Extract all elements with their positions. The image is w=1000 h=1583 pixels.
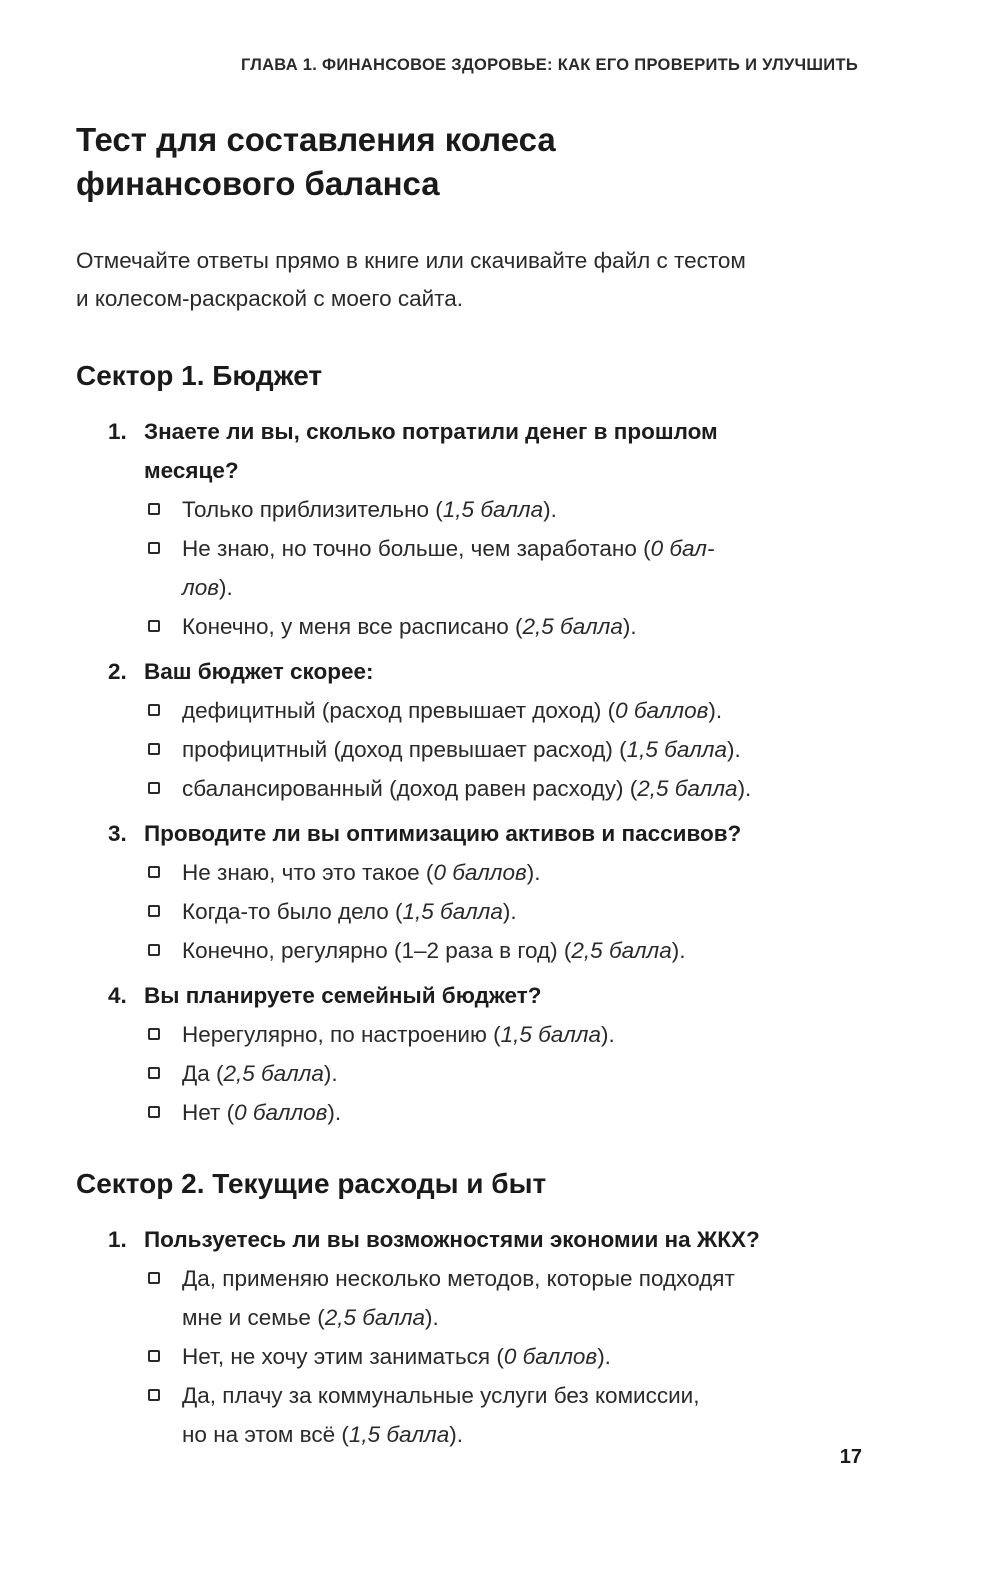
answer-points: 0 баллов bbox=[503, 1344, 598, 1369]
page-title bbox=[76, 118, 866, 206]
answer-option[interactable] bbox=[148, 892, 866, 931]
running-header: ГЛАВА 1. ФИНАНСОВОЕ ЗДОРОВЬЕ: КАК ЕГО ПРОВЕРИТЬ И УЛУЧШИТЬ bbox=[240, 56, 858, 74]
answer-text-part: ). bbox=[449, 1422, 463, 1447]
answer-text bbox=[182, 691, 862, 730]
answer-points: 1,5 балла bbox=[442, 497, 544, 522]
answer-points: 1,5 балла bbox=[348, 1422, 450, 1447]
answer-text-part: ). bbox=[502, 899, 517, 924]
checkbox-icon[interactable] bbox=[148, 1067, 160, 1079]
answer-option[interactable] bbox=[148, 1259, 866, 1337]
checkbox-icon[interactable] bbox=[148, 704, 160, 716]
answer-text-part: ). bbox=[671, 938, 686, 963]
sector-title: Сектор 2. Текущие расходы и быт bbox=[76, 1168, 547, 1199]
answer-options bbox=[76, 691, 866, 808]
answer-options bbox=[76, 490, 866, 646]
question-line bbox=[76, 814, 866, 853]
checkbox-icon[interactable] bbox=[148, 1028, 160, 1040]
page-number: 17 bbox=[839, 1446, 862, 1468]
answer-text bbox=[182, 1376, 862, 1454]
answer-option[interactable] bbox=[148, 529, 866, 607]
sector-2 bbox=[76, 1166, 866, 1454]
answer-points: 0 баллов bbox=[234, 1100, 328, 1125]
question-line bbox=[76, 976, 866, 1015]
question-number: 2. bbox=[108, 659, 127, 684]
answer-text-part: Только приблизительно ( bbox=[182, 497, 443, 522]
answer-points: 2,5 балла bbox=[223, 1061, 324, 1086]
answer-text-part: Не знаю, что это такое ( bbox=[182, 860, 434, 885]
question-line bbox=[76, 412, 866, 490]
answer-option[interactable] bbox=[148, 1093, 866, 1132]
question-number: 4. bbox=[108, 983, 127, 1008]
answer-text-part: Не знаю, но точно больше, чем заработано ( bbox=[182, 536, 651, 561]
answer-text bbox=[182, 607, 862, 646]
question-number: 1. bbox=[108, 1227, 127, 1252]
answer-text-part: но на этом всё ( bbox=[182, 1422, 349, 1447]
question-number: 3. bbox=[108, 821, 127, 846]
intro-paragraph bbox=[76, 242, 866, 318]
answer-option[interactable] bbox=[148, 1376, 866, 1454]
answer-text-part: ). bbox=[726, 737, 741, 762]
answer-option[interactable] bbox=[148, 490, 866, 529]
answer-options bbox=[76, 1259, 866, 1454]
answer-text bbox=[182, 1337, 862, 1376]
question-text-line: Проводите ли вы оптимизацию активов и пассивов? bbox=[144, 821, 742, 846]
answer-text-part: ). bbox=[622, 614, 637, 639]
checkbox-icon[interactable] bbox=[148, 620, 160, 632]
answer-option[interactable] bbox=[148, 1054, 866, 1093]
answer-option[interactable] bbox=[148, 769, 866, 808]
checkbox-icon[interactable] bbox=[148, 542, 160, 554]
answer-points: 0 бал- bbox=[650, 536, 715, 561]
answer-text bbox=[182, 1054, 862, 1093]
answer-text-part: ). bbox=[708, 698, 723, 723]
sectors bbox=[76, 358, 866, 1454]
answer-option[interactable] bbox=[148, 1015, 866, 1054]
answer-points: 0 баллов bbox=[433, 860, 527, 885]
answer-text-part: Да, применяю несколько методов, которые подходят bbox=[182, 1266, 735, 1291]
question-item bbox=[76, 814, 866, 970]
answer-option[interactable] bbox=[148, 853, 866, 892]
checkbox-icon[interactable] bbox=[148, 503, 160, 515]
question-text-line: Знаете ли вы, сколько потратили денег в прошлом bbox=[144, 419, 718, 444]
checkbox-icon[interactable] bbox=[148, 1272, 160, 1284]
checkbox-icon[interactable] bbox=[148, 866, 160, 878]
answer-text-part: ). bbox=[526, 860, 541, 885]
checkbox-icon[interactable] bbox=[148, 1350, 160, 1362]
title-line-2: финансового баланса bbox=[76, 165, 440, 202]
answer-text-part: Когда-то было дело ( bbox=[182, 899, 403, 924]
answer-text-part: Да, плачу за коммунальные услуги без комиссии, bbox=[182, 1383, 700, 1408]
intro-line-2: и колесом-раскраской с моего сайта. bbox=[76, 286, 464, 311]
answer-text-part: ). bbox=[327, 1100, 342, 1125]
question-text bbox=[144, 814, 864, 853]
checkbox-icon[interactable] bbox=[148, 743, 160, 755]
answer-text bbox=[182, 529, 862, 607]
question-text bbox=[144, 412, 864, 490]
checkbox-icon[interactable] bbox=[148, 905, 160, 917]
answer-text-part: мне и семье ( bbox=[182, 1305, 325, 1330]
answer-option[interactable] bbox=[148, 607, 866, 646]
answer-text-part: Да ( bbox=[182, 1061, 224, 1086]
question-line bbox=[76, 1220, 866, 1259]
checkbox-icon[interactable] bbox=[148, 944, 160, 956]
answer-text-part: ). bbox=[218, 575, 233, 600]
answer-points: лов bbox=[182, 575, 219, 600]
answer-text bbox=[182, 1259, 862, 1337]
answer-text-part: дефицитный (расход превышает доход) ( bbox=[182, 698, 616, 723]
answer-text-part: сбалансированный (доход равен расходу) ( bbox=[182, 776, 638, 801]
answer-options bbox=[76, 853, 866, 970]
answer-points: 1,5 балла bbox=[500, 1022, 601, 1047]
answer-text bbox=[182, 931, 862, 970]
question-text-line: Вы планируете семейный бюджет? bbox=[144, 983, 542, 1008]
answer-text bbox=[182, 892, 862, 931]
question-item bbox=[76, 1220, 866, 1454]
answer-text-part: Нерегулярно, по настроению ( bbox=[182, 1022, 501, 1047]
question-text bbox=[144, 652, 864, 691]
answer-text-part: ). bbox=[600, 1022, 615, 1047]
answer-option[interactable] bbox=[148, 1337, 866, 1376]
question-list bbox=[76, 1220, 866, 1454]
question-item bbox=[76, 976, 866, 1132]
answer-option[interactable] bbox=[148, 691, 866, 730]
question-number: 1. bbox=[108, 419, 127, 444]
answer-text-part: ). bbox=[425, 1305, 439, 1330]
answer-text-part: Конечно, регулярно (1–2 раза в год) ( bbox=[182, 938, 572, 963]
title-line-1: Тест для составления колеса bbox=[76, 121, 556, 158]
answer-option[interactable] bbox=[148, 931, 866, 970]
question-text bbox=[144, 1220, 864, 1259]
question-line bbox=[76, 652, 866, 691]
answer-text-part: ). bbox=[597, 1344, 611, 1369]
question-item bbox=[76, 412, 866, 646]
answer-text-part: Нет ( bbox=[182, 1100, 235, 1125]
question-item bbox=[76, 652, 866, 808]
sector-title: Сектор 1. Бюджет bbox=[76, 360, 323, 391]
answer-points: 1,5 балла bbox=[402, 899, 503, 924]
question-text-line: месяце? bbox=[144, 458, 239, 483]
answer-points: 2,5 балла bbox=[522, 614, 623, 639]
answer-text-part: ). bbox=[543, 497, 557, 522]
answer-option[interactable] bbox=[148, 730, 866, 769]
answer-points: 1,5 балла bbox=[626, 737, 727, 762]
checkbox-icon[interactable] bbox=[148, 1389, 160, 1401]
answer-points: 0 баллов bbox=[615, 698, 709, 723]
answer-text-part: ). bbox=[323, 1061, 338, 1086]
answer-text bbox=[182, 769, 862, 808]
answer-points: 2,5 балла bbox=[324, 1305, 426, 1330]
intro-line-1: Отмечайте ответы прямо в книге или скачивайте файл с тестом bbox=[76, 248, 746, 273]
answer-text-part: Конечно, у меня все расписано ( bbox=[182, 614, 523, 639]
answer-text bbox=[182, 490, 862, 529]
answer-text bbox=[182, 730, 862, 769]
answer-options bbox=[76, 1015, 866, 1132]
question-list bbox=[76, 412, 866, 1132]
checkbox-icon[interactable] bbox=[148, 1106, 160, 1118]
answer-points: 2,5 балла bbox=[571, 938, 672, 963]
answer-text-part: профицитный (доход превышает расход) ( bbox=[182, 737, 627, 762]
answer-text bbox=[182, 1015, 862, 1054]
page-content bbox=[76, 118, 866, 1454]
answer-text-part: Нет, не хочу этим заниматься ( bbox=[182, 1344, 504, 1369]
checkbox-icon[interactable] bbox=[148, 782, 160, 794]
answer-text bbox=[182, 1093, 862, 1132]
answer-points: 2,5 балла bbox=[637, 776, 738, 801]
answer-text-part: ). bbox=[737, 776, 752, 801]
question-text bbox=[144, 976, 864, 1015]
sector-1 bbox=[76, 358, 866, 1132]
question-text-line: Ваш бюджет скорее: bbox=[144, 659, 374, 684]
answer-text bbox=[182, 853, 862, 892]
question-text-line: Пользуетесь ли вы возможностями экономии на ЖКХ? bbox=[144, 1227, 760, 1252]
